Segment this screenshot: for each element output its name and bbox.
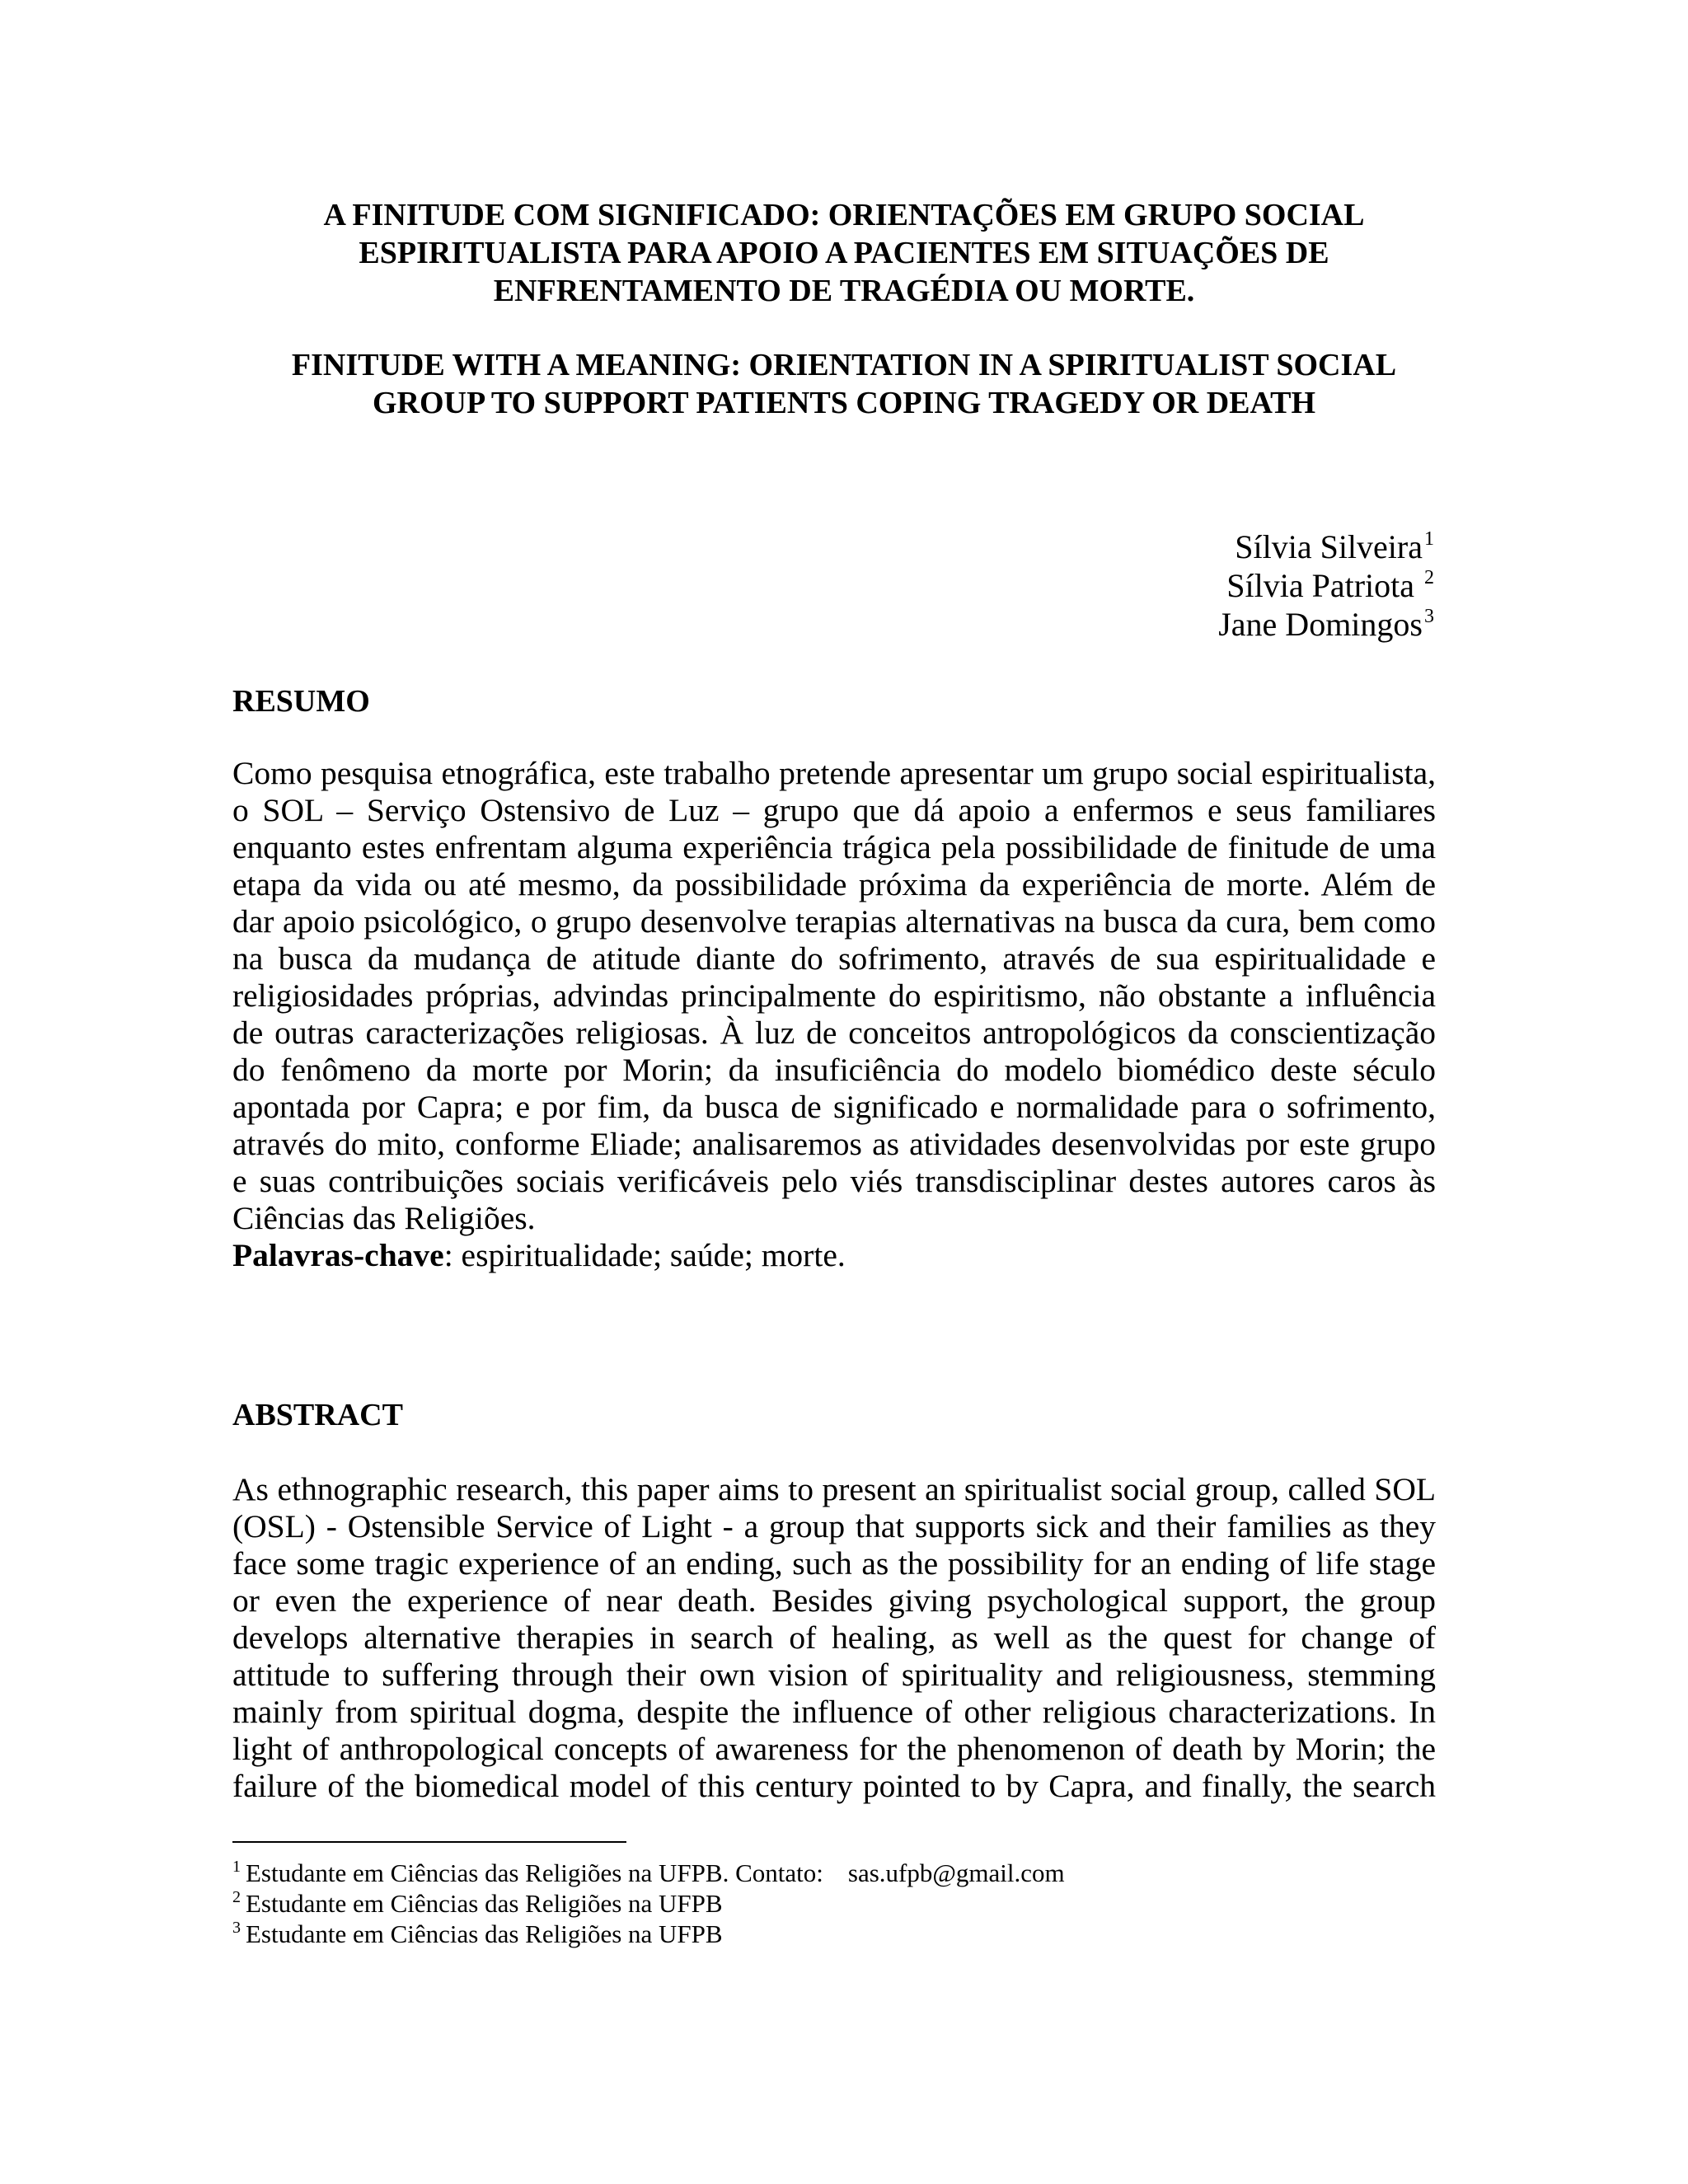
title-english <box>206 346 1482 422</box>
text-line: o SOL – Serviço Ostensivo de Luz – grupo que dá apoio a enfermos e seus familiares <box>232 792 1436 828</box>
text-line: apontada por Capra; e por fim, da busca de significado e normalidade para o sofrimento, <box>232 1089 1436 1125</box>
abstract-heading: ABSTRACT <box>232 1398 403 1432</box>
author-name: Sílvia Patriota <box>1226 567 1423 604</box>
footnote-text: Estudante em Ciências das Religiões na UFPB. Contato: <box>246 1858 823 1887</box>
author-name: Sílvia Silveira <box>1235 528 1423 565</box>
author <box>1218 527 1434 566</box>
text-line: de outras caracterizações religiosas. À luz de conceitos antropológicos da conscientização <box>232 1015 1436 1051</box>
text-line: enquanto estes enfrentam alguma experiência trágica pela possibilidade de finitude de uma <box>232 829 1436 865</box>
footnote-number: 2 <box>232 1888 241 1906</box>
resumo-paragraph <box>232 755 1436 1237</box>
keywords-text: : espiritualidade; saúde; morte. <box>443 1237 846 1273</box>
footnote <box>232 1858 1065 1888</box>
footnote-number: 1 <box>232 1858 241 1876</box>
abstract-paragraph <box>232 1471 1436 1805</box>
text-line: etapa da vida ou até mesmo, da possibilidade próxima da experiência de morte. Além de <box>232 866 1436 902</box>
author-footnote-ref: 3 <box>1424 606 1434 627</box>
text-line: develops alternative therapies in search of healing, as well as the quest for change of <box>232 1619 1436 1656</box>
footnote <box>232 1919 1065 1949</box>
text-line: mainly from spiritual dogma, despite the influence of other religious characterizations. In <box>232 1694 1436 1730</box>
text-line: através do mito, conforme Eliade; analisaremos as atividades desenvolvidas por este grupo <box>232 1126 1436 1162</box>
footnotes <box>232 1858 1065 1949</box>
author <box>1218 605 1434 644</box>
footnote-divider <box>232 1841 626 1843</box>
text-line: light of anthropological concepts of awareness for the phenomenon of death by Morin; the <box>232 1731 1436 1767</box>
title-line: ENFRENTAMENTO DE TRAGÉDIA OU MORTE. <box>493 274 1195 308</box>
text-line: do fenômeno da morte por Morin; da insuficiência do modelo biomédico deste século <box>232 1052 1436 1088</box>
title-line: GROUP TO SUPPORT PATIENTS COPING TRAGEDY OR DEATH <box>372 386 1316 420</box>
text-line: As ethnographic research, this paper aims to present an spiritualist social group, called SOL <box>232 1471 1436 1507</box>
text-line: or even the experience of near death. Besides giving psychological support, the group <box>232 1582 1436 1619</box>
text-line: e suas contribuições sociais verificáveis pelo viés transdisciplinar destes autores caros às <box>232 1163 1436 1199</box>
footnote-number: 3 <box>232 1919 241 1937</box>
resumo-heading: RESUMO <box>232 684 370 719</box>
title-line: A FINITUDE COM SIGNIFICADO: ORIENTAÇÕES EM GRUPO SOCIAL <box>323 198 1365 232</box>
text-line: failure of the biomedical model of this century pointed to by Capra, and finally, the search <box>232 1768 1436 1804</box>
text-line: face some tragic experience of an ending, such as the possibility for an ending of life stage <box>232 1545 1436 1582</box>
text-line: (OSL) - Ostensible Service of Light - a group that supports sick and their families as they <box>232 1508 1436 1544</box>
contact-email[interactable]: sas.ufpb@gmail.com <box>847 1858 1065 1887</box>
footnote-text: Estudante em Ciências das Religiões na UFPB <box>246 1919 723 1948</box>
text-line: Ciências das Religiões. <box>232 1200 536 1236</box>
text-line: attitude to suffering through their own vision of spirituality and religiousness, stemming <box>232 1657 1436 1693</box>
author-footnote-ref: 1 <box>1424 528 1434 550</box>
title-line: FINITUDE WITH A MEANING: ORIENTATION IN A SPIRITUALIST SOCIAL <box>291 348 1397 382</box>
text-line: dar apoio psicológico, o grupo desenvolve terapias alternativas na busca da cura, bem como <box>232 903 1436 940</box>
author-list <box>1218 527 1434 644</box>
footnote <box>232 1888 1065 1919</box>
footnote-text: Estudante em Ciências das Religiões na UFPB <box>246 1889 723 1918</box>
author-footnote-ref: 2 <box>1424 567 1434 588</box>
text-line: na busca da mudança de atitude diante do sofrimento, através de sua espiritualidade e <box>232 940 1436 977</box>
keywords <box>232 1237 846 1274</box>
author-name: Jane Domingos <box>1218 606 1423 643</box>
author <box>1218 566 1434 605</box>
keywords-label: Palavras-chave <box>232 1237 444 1273</box>
title-portuguese <box>206 196 1482 310</box>
text-line: Como pesquisa etnográfica, este trabalho pretende apresentar um grupo social espiritualista, <box>232 755 1436 791</box>
title-line: ESPIRITUALISTA PARA APOIO A PACIENTES EM SITUAÇÕES DE <box>359 236 1329 270</box>
text-line: religiosidades próprias, advindas principalmente do espiritismo, não obstante a influência <box>232 977 1436 1014</box>
